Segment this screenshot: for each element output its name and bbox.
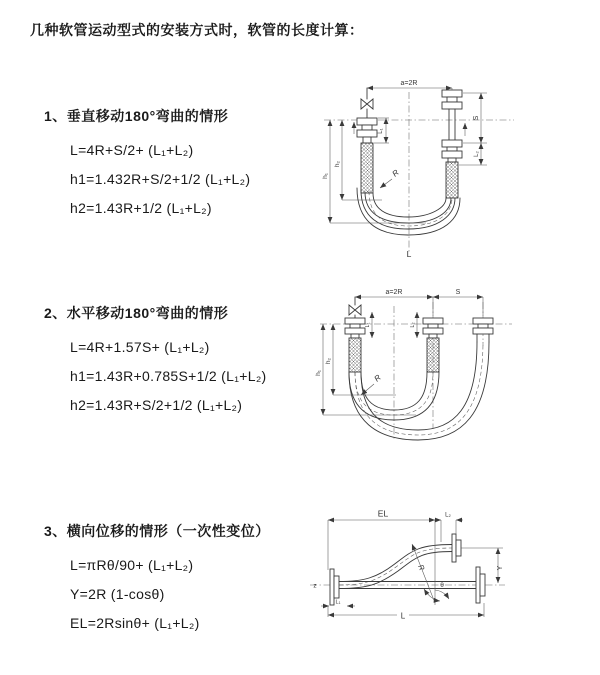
section-3-number: 3、 [44,523,67,539]
valve-triangle-left [361,99,367,109]
dim-label-h2: h₂ [325,357,332,365]
dim-label-a2r: a=2R [385,289,403,296]
flange [473,328,493,334]
length-label: L [406,249,412,259]
braided-hose-section [446,162,458,198]
upper-right-flange-hub [456,540,461,556]
dim-label-el: EL [377,508,389,519]
flange-neck [350,324,360,328]
formula-h2: h2=1.43R+S/2+1/2 (L₁+L₂) [70,397,243,413]
section-lateral-displacement [44,521,270,638]
valve-triangle-right [355,305,361,315]
flange [442,151,462,158]
hose-position2-outer [349,342,489,440]
dim-label-l: L [400,611,406,621]
radius-label: R [372,372,383,384]
dimension-lines [313,509,504,621]
flange [473,318,493,324]
formula-length: L=4R+S/2+ (L₁+L₂) [70,142,194,158]
dim-label-l2: L₂ [445,512,451,519]
flange [357,118,377,125]
valve-icon [361,88,373,118]
dim-label-l1: L₁ [335,599,341,606]
radius-pointer-arrow [380,179,392,188]
section-3-title: 横向位移的情形（一次性变位） [66,523,270,539]
hose-arcs [357,188,460,235]
section-2-heading [44,303,267,323]
nipple [429,334,437,338]
flange [357,130,377,137]
formula-h1: h1=1.43R+0.785S+1/2 (L₁+L₂) [70,368,267,384]
centerline-symbol: z [313,582,317,590]
dim-label-h2: h₂ [334,160,341,168]
section-1-title: 垂直移动180°弯曲的情形 [66,108,229,124]
section-1-number: 1、 [44,108,67,124]
dim-label-l2: L₂ [410,322,416,328]
nipple [363,137,371,143]
upper-right-flange [452,534,456,562]
hose-connector-middle [423,318,443,372]
flanges [330,534,485,605]
formula-h1: h1=1.432R+S/2+1/2 (L₁+L₂) [70,171,251,187]
flange [345,318,365,324]
hose-connector-left [357,118,377,193]
flange [442,90,462,97]
hose-connector-right [473,318,493,342]
flange-neck [447,147,457,151]
dim-label-h1: h₁ [315,370,322,376]
left-flange-hub [334,576,339,598]
hose-inner-wall [373,193,446,217]
lower-right-flange-hub [480,574,485,596]
dim-label-y: Y [497,565,504,571]
section-horizontal-180 [44,303,267,420]
valve-triangle-left [349,305,355,315]
braided-hose-section [427,338,439,372]
dim-label-l1: L₁ [378,128,384,134]
dim-label-s: S [473,115,480,121]
hose-position2-centerline [355,342,483,435]
formula-y: Y=2R (1-cosθ) [70,586,165,602]
valve-triangle-right [367,99,373,109]
dim-label-l2: L₂ [474,151,480,157]
radius-label: R [416,563,427,572]
left-flange [330,569,334,605]
hose-outer-wall [357,188,460,235]
flange [423,328,443,334]
dimension-lines [315,289,483,415]
flange [442,140,462,147]
formula-el: EL=2Rsinθ+ (L₁+L₂) [70,615,200,631]
flange [345,328,365,334]
flange [442,102,462,109]
radius-label: R [390,167,401,179]
page-title: 几种软管运动型式的安装方式时，软管的长度计算： [30,22,364,38]
hose-connector-right [442,90,462,198]
hose-arcs [349,342,489,440]
flange [423,318,443,324]
dim-label-a2r: a=2R [400,80,418,87]
formula-length: L=4R+1.57S+ (L₁+L₂) [70,339,210,355]
flange-neck [428,324,438,328]
lower-right-flange [476,567,480,603]
braided-hose-section [361,143,373,193]
nipple [351,334,359,338]
angle-arc [435,590,449,599]
formula-h2: h2=1.43R+1/2 (L₁+L₂) [70,200,212,216]
section-2-number: 2、 [44,305,67,321]
dim-label-l1: L₁ [365,322,371,328]
hose-connector-left [345,318,365,372]
section-vertical-180 [44,106,250,223]
section-2-title: 水平移动180°弯曲的情形 [66,305,229,321]
section-1-heading [44,106,250,126]
diagram-vertical-180-bend [308,76,528,262]
hose-position2-inner [361,342,477,430]
section-3-heading [44,521,270,541]
flange-neck [362,125,372,130]
diagram-lateral-displacement [298,500,513,650]
flange-neck [478,324,488,328]
angle-label-theta: θ [440,582,444,589]
dim-label-s: S [455,289,461,296]
dim-label-h1: h₁ [322,173,329,179]
braided-hose-section [349,338,361,372]
nipple [448,158,456,162]
flange-neck [447,97,457,102]
diagram-horizontal-180-bend [308,288,528,468]
formula-length: L=πRθ/90+ (L₁+L₂) [70,557,194,573]
